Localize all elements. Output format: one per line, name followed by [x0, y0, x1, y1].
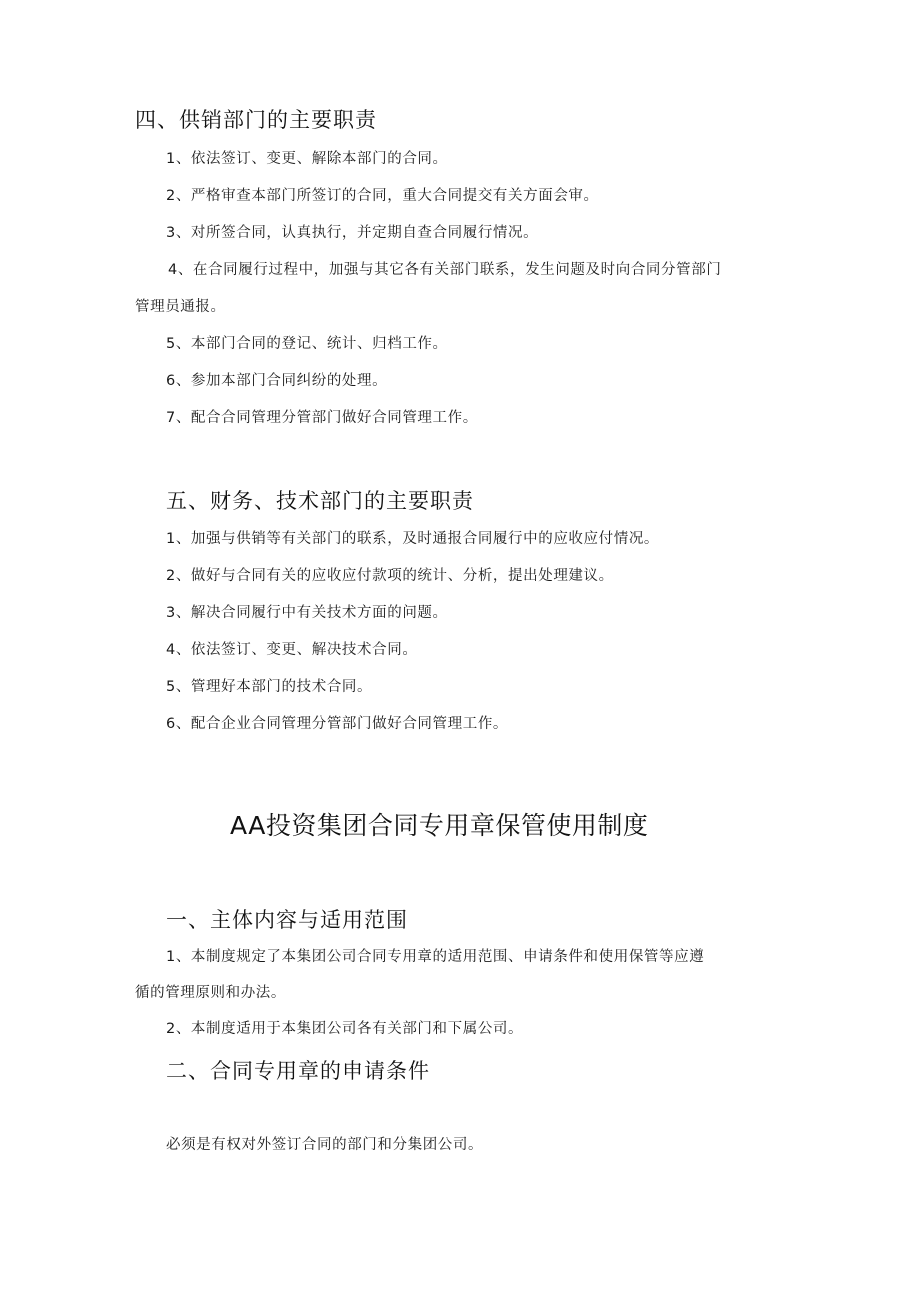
list-item: 1、依法签订、变更、解除本部门的合同。	[166, 151, 448, 167]
section-heading-scope: 一、主体内容与适用范围	[166, 908, 408, 932]
list-item: 3、对所签合同，认真执行，并定期自查合同履行情况。	[166, 225, 539, 241]
list-item: 5、管理好本部门的技术合同。	[166, 679, 373, 695]
list-item: 5、本部门合同的登记、统计、归档工作。	[166, 336, 448, 352]
section-heading-supply-sales: 四、供销部门的主要职责	[135, 108, 377, 132]
list-item: 6、配合企业合同管理分管部门做好合同管理工作。	[166, 716, 509, 732]
list-item: 2、本制度适用于本集团公司各有关部门和下属公司。	[166, 1021, 524, 1037]
list-item: 2、做好与合同有关的应收应付款项的统计、分析，提出处理建议。	[166, 568, 614, 584]
paragraph: 必须是有权对外签订合同的部门和分集团公司。	[166, 1137, 484, 1153]
list-item: 6、参加本部门合同纠纷的处理。	[166, 373, 388, 389]
list-item: 4、依法签订、变更、解决技术合同。	[166, 642, 418, 658]
list-item: 7、配合合同管理分管部门做好合同管理工作。	[166, 410, 478, 426]
list-item: 2、严格审查本部门所签订的合同，重大合同提交有关方面会审。	[166, 188, 599, 204]
list-item: 1、本制度规定了本集团公司合同专用章的适用范围、申请条件和使用保管等应遵	[166, 949, 705, 965]
section-heading-application: 二、合同专用章的申请条件	[166, 1059, 430, 1083]
list-item: 1、加强与供销等有关部门的联系，及时通报合同履行中的应收应付情况。	[166, 531, 660, 547]
list-item: 4、在合同履行过程中，加强与其它各有关部门联系，发生问题及时向合同分管部门	[168, 262, 722, 278]
document-title: AA投资集团合同专用章保管使用制度	[230, 811, 649, 840]
section-heading-finance-tech: 五、财务、技术部门的主要职责	[166, 489, 474, 513]
list-item-continuation: 循的管理原则和办法。	[135, 985, 286, 1001]
list-item: 3、解决合同履行中有关技术方面的问题。	[166, 605, 448, 621]
list-item-continuation: 管理员通报。	[135, 299, 226, 315]
